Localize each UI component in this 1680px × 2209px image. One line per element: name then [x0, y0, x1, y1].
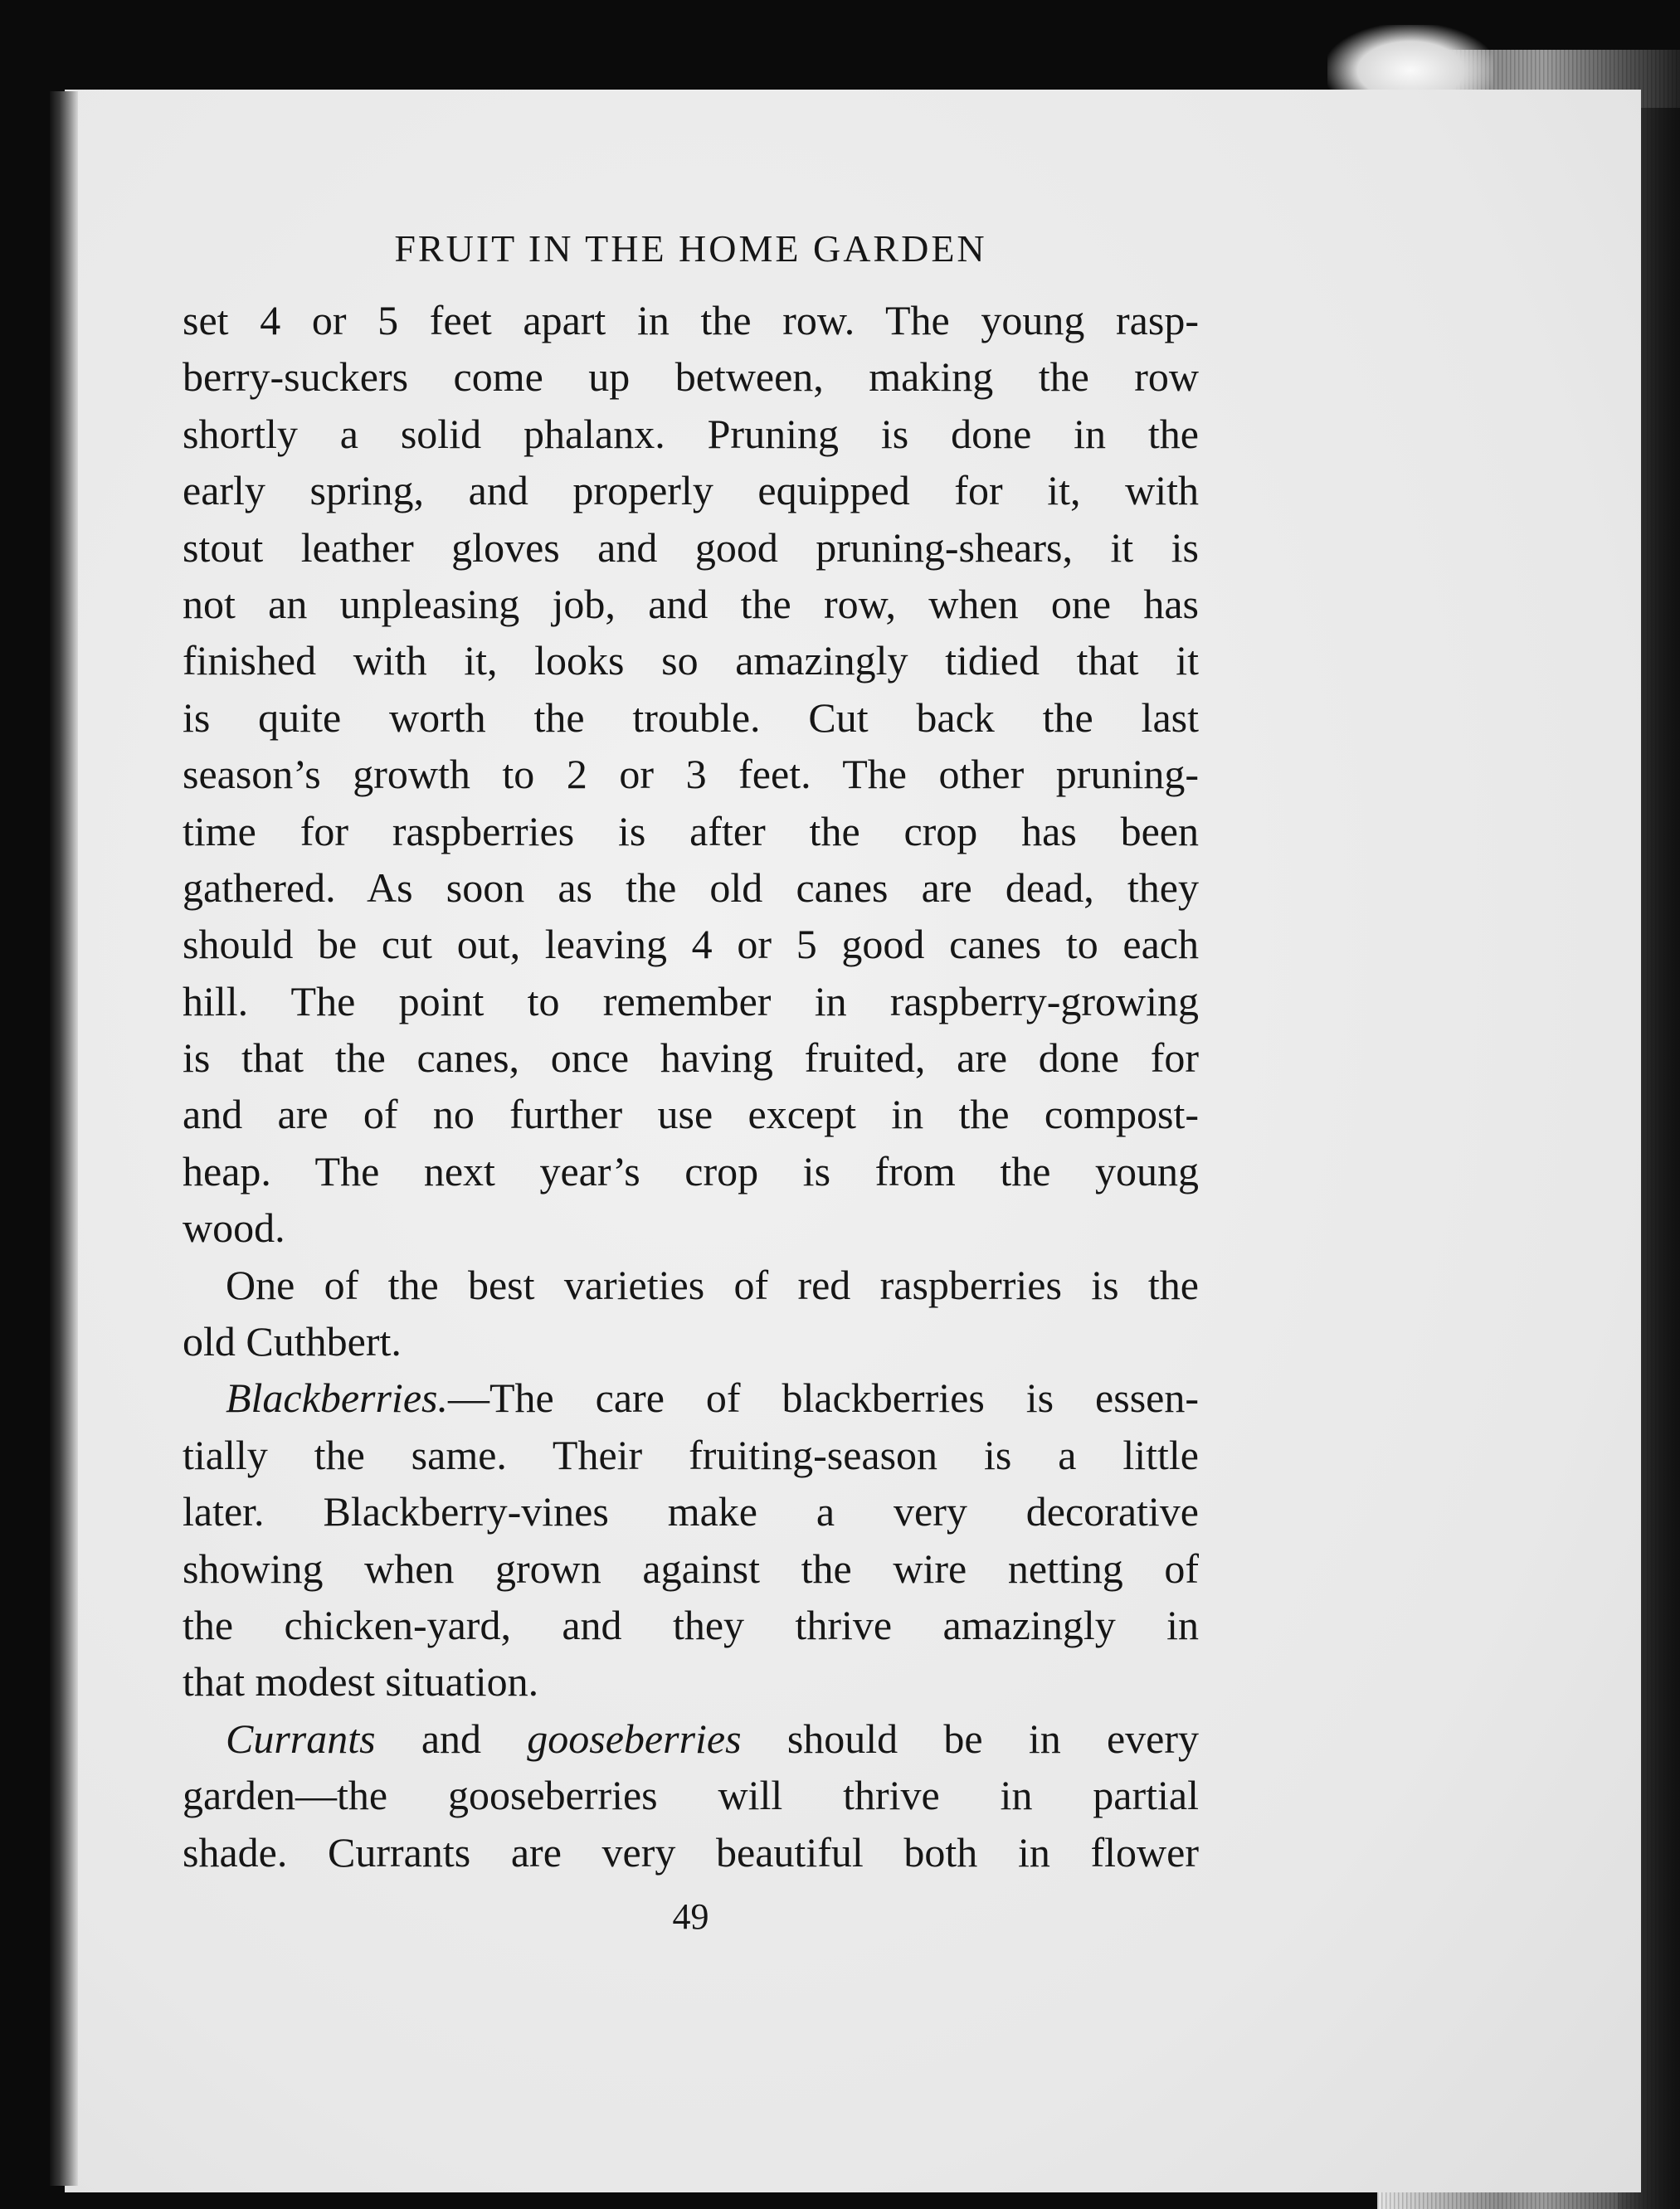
text-line: not an unpleasing job, and the row, when one has: [183, 580, 1199, 627]
text-line: and are of no further use except in the compost-: [183, 1091, 1199, 1138]
text-line: season’s growth to 2 or 3 feet. The other pruning-: [183, 751, 1199, 798]
text-line: [183, 1710, 1199, 1767]
text-block: [183, 224, 1199, 1942]
text-line: old Cuthbert.: [183, 1318, 402, 1365]
text-line: gathered. As soon as the old canes are dead, they: [183, 864, 1199, 911]
text-line: showing when grown against the wire netting of: [183, 1545, 1199, 1592]
text-line: time for raspberries is after the crop has been: [183, 807, 1199, 854]
text-line: the chicken-yard, and they thrive amazingly in: [183, 1601, 1199, 1648]
text-line: garden—the gooseberries will thrive in partial: [183, 1772, 1199, 1819]
text-line: stout leather gloves and good pruning-shears, it is: [183, 523, 1199, 571]
text-line: One of the best varieties of red raspberries is the: [226, 1261, 1199, 1308]
text-line: that modest situation.: [183, 1658, 539, 1705]
text-line: is quite worth the trouble. Cut back the last: [183, 693, 1199, 741]
text-line: later. Blackberry-vines make a very decorative: [183, 1488, 1199, 1535]
page-number: 49: [672, 1895, 709, 1937]
text-line: hill. The point to remember in raspberry-growing: [183, 977, 1199, 1024]
text-line: should be cut out, leaving 4 or 5 good canes to each: [183, 921, 1199, 968]
text-line: is that the canes, once having fruited, are done for: [183, 1034, 1199, 1082]
running-head: FRUIT IN THE HOME GARDEN: [394, 227, 987, 270]
page-gutter: [50, 91, 78, 2186]
italic-term-blackberries: Blackberries.: [226, 1375, 448, 1422]
italic-term-currants: Currants: [226, 1715, 376, 1762]
text-segment: —The care of blackberries is essen-: [447, 1375, 1199, 1422]
text-line: berry-suckers come up between, making the row: [183, 353, 1199, 401]
text-line: tially the same. Their fruiting-season is a little: [183, 1431, 1199, 1478]
text-line: wood.: [183, 1204, 285, 1252]
text-segment: should be in every: [741, 1715, 1199, 1762]
text-line: shade. Currants are very beautiful both in flower: [183, 1828, 1199, 1876]
text-line: finished with it, looks so amazingly tidied that it: [183, 637, 1199, 684]
text-segment: and: [375, 1715, 528, 1762]
italic-term-gooseberries: gooseberries: [527, 1715, 742, 1762]
text-line: early spring, and properly equipped for it, with: [183, 467, 1199, 514]
text-line: shortly a solid phalanx. Pruning is done in the: [183, 410, 1199, 457]
text-line: set 4 or 5 feet apart in the row. The young rasp-: [183, 297, 1199, 343]
text-line: [183, 1370, 1199, 1426]
text-line: heap. The next year’s crop is from the young: [183, 1147, 1199, 1195]
